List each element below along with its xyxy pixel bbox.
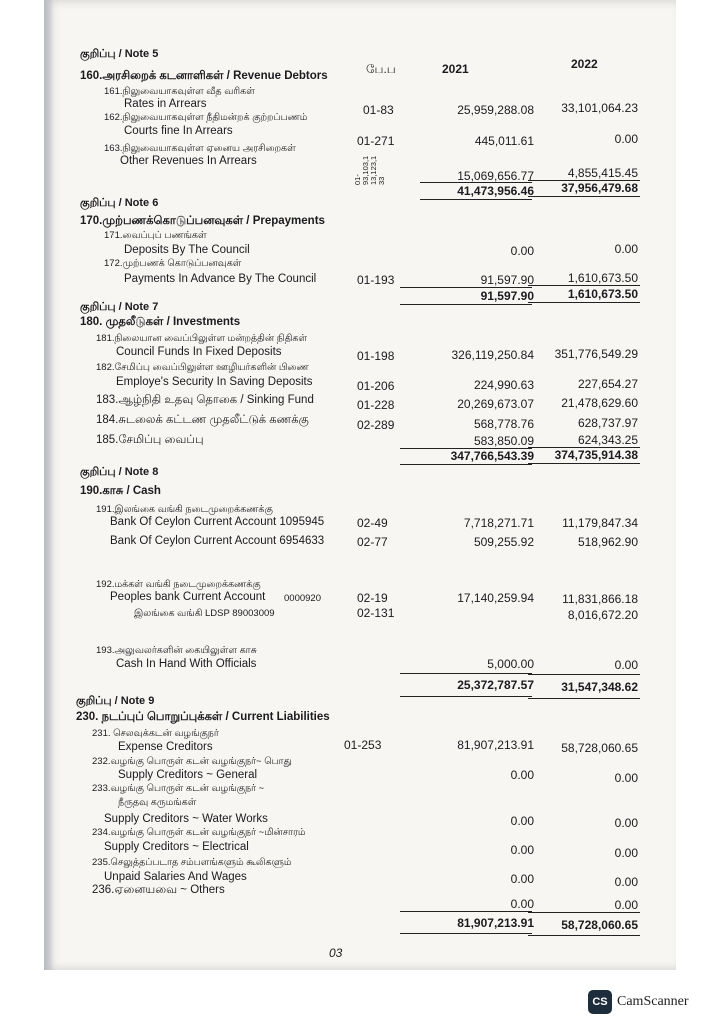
note-9-total-2022: 58,728,060.65: [561, 918, 638, 932]
payments-advance-tamil: 172.முற்பணக் கொடுப்பனவுகள்: [104, 258, 242, 269]
employee-security-tamil: 182.சேமிப்பு வைப்பிலுள்ள ஊழியர்களின் பிணை: [96, 362, 309, 373]
note-8-rule-2021: [400, 673, 532, 674]
supply-water-2022: 0.00: [614, 816, 638, 830]
note-8-double-rule-2022: [528, 698, 640, 699]
deposits-tamil: 171.வைப்புப் பணங்கள்: [104, 230, 207, 241]
payments-advance-2022: 1,610,673.50: [567, 271, 638, 285]
courts-fine-tamil: 162.நிலுவையாகவுள்ள நீதிமன்றக் குற்றப்பணம்: [104, 112, 308, 123]
other-revenues-tamil: 163.நிலுவையாகவுள்ள ஏனைய அரசிறைகள்: [104, 143, 296, 154]
employee-security-ref: 01-206: [357, 379, 395, 393]
note-8-double-rule-2021: [400, 696, 532, 697]
note-6-rule-2021: [400, 287, 532, 288]
note-7-label: குறிப்பு / Note 7: [80, 301, 159, 313]
other-revenues-ref: 01-93,103,1 13,123,1 33: [353, 155, 386, 185]
expense-creditors-ref: 01-253: [344, 738, 382, 752]
note-5-double-rule-2022: [528, 196, 640, 197]
current-liabilities-heading: 230. நடப்புப் பொறுப்புக்கள் / Current Liabilities: [76, 711, 330, 723]
supply-water-label: Supply Creditors ~ Water Works: [104, 813, 268, 825]
rates-arrears-label: Rates in Arrears: [124, 98, 207, 110]
council-funds-ref: 01-198: [357, 349, 395, 363]
deposits-label: Deposits By The Council: [124, 244, 250, 256]
note-9-rule-2021: [400, 911, 532, 912]
note-6-label: குறிப்பு / Note 6: [80, 197, 159, 209]
boc-account-6954633-2021: 509,255.92: [473, 535, 534, 549]
note-6-double-rule-2022: [528, 302, 640, 303]
other-revenues-2021: 15,069,656.77: [457, 169, 534, 183]
supply-water-2021: 0.00: [510, 814, 534, 828]
revenue-debtors-heading: 160.அரசிறைக் கடனாளிகள் / Revenue Debtors: [80, 70, 328, 82]
note-5-label: குறிப்பு / Note 5: [80, 48, 159, 60]
supply-electrical-label: Supply Creditors ~ Electrical: [104, 841, 249, 853]
expense-creditors-tamil: 231. செலவுக்கடன் வழங்குநர்: [92, 728, 219, 739]
boc-account-6954633-ref: 02-77: [357, 535, 388, 549]
cash-in-hand-2021: 5,000.00: [487, 657, 534, 671]
note-6-total-2021: 91,597.90: [480, 289, 534, 303]
sinking-fund-label: 183.ஆழ்நிதி உதவு தொகை / Sinking Fund: [96, 394, 314, 406]
sinking-fund-2022: 21,478,629.60: [561, 396, 638, 410]
savings-deposit-label: 185.சேமிப்பு வைப்பு: [96, 434, 204, 446]
employee-security-label: Employe's Security In Saving Deposits: [116, 376, 313, 388]
note-8-label: குறிப்பு / Note 8: [80, 466, 159, 478]
rates-arrears-tamil: 161.நிலுவையாகவுள்ள வீத வரிகள்: [104, 86, 255, 97]
courts-fine-2022: 0.00: [614, 132, 638, 146]
note-8-total-2022: 31,547,348.62: [561, 680, 638, 694]
unpaid-salaries-2022: 0.00: [614, 875, 638, 889]
note-8-rule-2022: [528, 674, 640, 675]
peoples-bank-tamil: 192.மக்கள் வங்கி நடைமுறைக்கணக்கு: [96, 579, 261, 590]
note-5-total-2021: 41,473,956.46: [457, 184, 534, 198]
cash-in-hand-2022: 0.00: [614, 658, 638, 672]
year-2022-header: 2022: [571, 57, 598, 71]
crematorium-investment-2021: 568,778.76: [473, 417, 534, 431]
rates-arrears-ref: 01-83: [363, 103, 394, 117]
ref-column-header: பே.ப: [366, 62, 396, 76]
note-6-double-rule-2021: [400, 304, 532, 305]
sinking-fund-ref: 01-228: [357, 398, 395, 412]
unpaid-salaries-label: Unpaid Salaries And Wages: [104, 871, 247, 883]
note-7-double-rule-2022: [528, 463, 640, 464]
crematorium-investment-ref: 02-289: [357, 418, 395, 432]
boc-ldsp-ref: 02-131: [357, 606, 395, 620]
note-9-label: குறிப்பு / Note 9: [76, 695, 155, 707]
boc-ldsp-2022: 8,016,672.20: [567, 608, 638, 622]
note-7-double-rule-2021: [400, 464, 532, 465]
deposits-2022: 0.00: [614, 242, 638, 256]
note-9-rule-2022: [528, 912, 640, 913]
expense-creditors-2021: 81,907,213.91: [457, 738, 534, 752]
boc-current-tamil: 191.இலங்கை வங்கி நடைமுறைக்கணக்கு: [96, 504, 273, 515]
note-7-total-2022: 374,735,914.38: [554, 448, 638, 462]
supply-general-tamil: 232.வழங்கு பொருள் கடன் வழங்குநர்~ பொது: [92, 756, 292, 767]
courts-fine-2021: 445,011.61: [474, 134, 534, 148]
supply-water-tamil: 233.வழங்கு பொருள் கடன் வழங்குநர் ~: [92, 783, 265, 794]
cash-in-hand-tamil: 193.அலுவலர்களின் கையிலுள்ள காசு: [96, 645, 257, 656]
savings-deposit-2022: 624,343.25: [577, 433, 638, 447]
investments-heading: 180. முதலீடுகள் / Investments: [80, 316, 241, 328]
council-funds-2021: 326,119,250.84: [451, 348, 534, 362]
employee-security-2021: 224,990.63: [473, 378, 534, 392]
supply-electrical-2021: 0.00: [510, 843, 534, 857]
note-5-double-rule-2021: [420, 199, 532, 200]
note-7-total-2021: 347,766,543.39: [450, 449, 534, 463]
note-5-total-2022: 37,956,479.68: [561, 181, 638, 195]
payments-advance-2021: 91,597.90: [480, 273, 534, 287]
crematorium-investment-label: 184.சுடலைக் கட்டண முதலீட்டுக் கணக்கு: [96, 414, 309, 426]
other-revenues-label: Other Revenues In Arrears: [120, 155, 257, 167]
camscanner-logo-icon: CS: [588, 990, 612, 1014]
boc-account-1095945-2021: 7,718,271.71: [463, 516, 534, 530]
unpaid-salaries-2021: 0.00: [510, 872, 534, 886]
prepayments-heading: 170.முற்பணக்கொடுப்பனவுகள் / Prepayments: [80, 215, 325, 227]
deposits-2021: 0.00: [510, 244, 534, 258]
courts-fine-ref: 01-271: [357, 134, 395, 148]
others-2021: 0.00: [510, 897, 534, 911]
peoples-bank-account-no: 0000920: [284, 593, 321, 604]
note-6-rule-2022: [528, 285, 640, 286]
supply-general-2022: 0.00: [614, 771, 638, 785]
council-funds-label: Council Funds In Fixed Deposits: [116, 346, 282, 358]
page-number: 03: [329, 946, 343, 960]
peoples-bank-ref: 02-19: [357, 591, 388, 605]
note-9-total-2021: 81,907,213.91: [457, 916, 534, 930]
others-label: 236.ஏனையவை ~ Others: [92, 884, 225, 896]
expense-creditors-2022: 58,728,060.65: [561, 741, 638, 755]
peoples-bank-2021: 17,140,259.94: [457, 591, 534, 605]
savings-deposit-2021: 583,850.09: [473, 434, 534, 448]
supply-electrical-tamil: 234.வழங்கு பொருள் கடன் வழங்குநர் ~மின்சாரம்: [92, 827, 306, 838]
note-5-rule-2021: [420, 182, 532, 183]
sinking-fund-2021: 20,269,673.07: [457, 397, 534, 411]
rates-arrears-2021: 25,959,288.08: [457, 103, 534, 117]
note-9-double-rule-2021: [400, 933, 532, 934]
cash-heading: 190.காசு / Cash: [80, 485, 161, 497]
supply-water-tamil-2: நீருதவு கருமங்கள்: [118, 797, 197, 808]
note-8-total-2021: 25,372,787.57: [457, 678, 534, 692]
peoples-bank-label: Peoples bank Current Account: [110, 591, 266, 603]
supply-general-label: Supply Creditors ~ General: [118, 769, 258, 781]
expense-creditors-label: Expense Creditors: [118, 741, 213, 753]
note-9-double-rule-2022: [528, 935, 640, 936]
courts-fine-label: Courts fine In Arrears: [124, 125, 233, 137]
year-2021-header: 2021: [442, 62, 469, 76]
council-funds-2022: 351,776,549.29: [554, 347, 638, 361]
rates-arrears-2022: 33,101,064.23: [561, 101, 638, 115]
payments-advance-ref: 01-193: [357, 273, 395, 287]
peoples-bank-2022: 11,831,866.18: [562, 592, 638, 606]
other-revenues-2022: 4,855,415.45: [567, 166, 638, 180]
others-2022: 0.00: [614, 898, 638, 912]
boc-account-1095945-ref: 02-49: [357, 516, 388, 530]
payments-advance-label: Payments In Advance By The Council: [124, 273, 317, 285]
boc-account-6954633-label: Bank Of Ceylon Current Account 6954633: [110, 535, 325, 547]
council-funds-tamil: 181.நிலையான வைப்பிலுள்ள மன்றத்தின் நிதிகள்: [96, 333, 308, 344]
note-6-total-2022: 1,610,673.50: [567, 287, 638, 301]
scanned-page: [44, 0, 676, 970]
supply-electrical-2022: 0.00: [614, 846, 638, 860]
boc-account-6954633-2022: 518,962.90: [577, 535, 638, 549]
boc-account-1095945-label: Bank Of Ceylon Current Account 1095945: [110, 516, 325, 528]
boc-account-1095945-2022: 11,179,847.34: [562, 516, 638, 530]
crematorium-investment-2022: 628,737.97: [577, 416, 638, 430]
supply-general-2021: 0.00: [510, 768, 534, 782]
unpaid-salaries-tamil: 235.செலுத்தப்படாத சம்பளங்களும் கூலிகளும்: [92, 857, 292, 868]
cash-in-hand-label: Cash In Hand With Officials: [116, 658, 257, 670]
employee-security-2022: 227,654.27: [577, 377, 638, 391]
camscanner-watermark: CamScanner: [617, 994, 689, 1009]
boc-ldsp-label: இலங்கை வங்கி LDSP 89003009: [134, 608, 275, 619]
